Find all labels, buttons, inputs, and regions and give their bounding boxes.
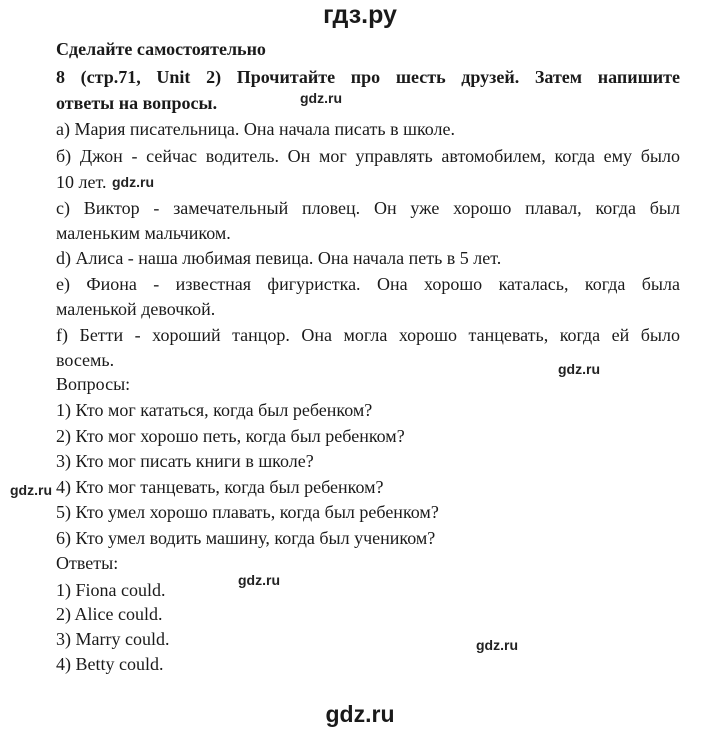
watermark: gdz.ru xyxy=(10,482,52,498)
question-item: 3) Кто мог писать книги в школе? xyxy=(56,451,314,471)
answer-item: 2) Alice could. xyxy=(56,604,163,624)
answers-label: Ответы: xyxy=(56,553,119,573)
text-item-e-line-2: маленькой девочкой. xyxy=(56,299,216,319)
answer-item: 4) Betty could. xyxy=(56,654,164,674)
question-item: 2) Кто мог хорошо петь, когда был ребенком? xyxy=(56,426,405,446)
question-item: 6) Кто умел водить машину, когда был учеником? xyxy=(56,528,436,548)
text-item-f-line-2: восемь. xyxy=(56,350,115,370)
text-item-d: d) Алиса - наша любимая певица. Она начала петь в 5 лет. xyxy=(56,248,502,268)
watermark: gdz.ru xyxy=(238,572,280,588)
answer-item: 3) Marry could. xyxy=(56,629,170,649)
task-instruction-line-2: ответы на вопросы. xyxy=(56,93,218,113)
question-item: 5) Кто умел хорошо плавать, когда был ребенком? xyxy=(56,502,439,522)
task-instruction-line-1: 8 (стр.71, Unit 2) Прочитайте про шесть друзей. Затем напишите xyxy=(56,67,680,87)
text-item-a: a) Мария писательница. Она начала писать в школе. xyxy=(56,119,456,139)
site-footer-mark: gdz.ru xyxy=(325,701,395,727)
question-item: 4) Кто мог танцевать, когда был ребенком? xyxy=(56,477,384,497)
question-item: 1) Кто мог кататься, когда был ребенком? xyxy=(56,400,373,420)
text-item-b-line-1: б) Джон - сейчас водитель. Он мог управлять автомобилем, когда ему было xyxy=(56,146,680,166)
questions-label: Вопросы: xyxy=(56,374,131,394)
text-item-c-line-2: маленьким мальчиком. xyxy=(56,223,231,243)
text-item-f-line-1: f) Бетти - хороший танцор. Она могла хорошо танцевать, когда ей было xyxy=(56,325,680,345)
watermark: gdz.ru xyxy=(112,174,154,190)
text-item-b-line-2: 10 лет. xyxy=(56,172,107,192)
task-heading: Сделайте самостоятельно xyxy=(56,39,266,59)
watermark: gdz.ru xyxy=(476,637,518,653)
text-item-e-line-1: e) Фиона - известная фигуристка. Она хорошо каталась, когда была xyxy=(56,274,680,294)
watermark: gdz.ru xyxy=(300,90,342,106)
site-title: гдз.ру xyxy=(323,1,397,29)
answer-item: 1) Fiona could. xyxy=(56,580,166,600)
watermark: gdz.ru xyxy=(558,361,600,377)
text-item-c-line-1: c) Виктор - замечательный пловец. Он уже хорошо плавал, когда был xyxy=(56,198,680,218)
